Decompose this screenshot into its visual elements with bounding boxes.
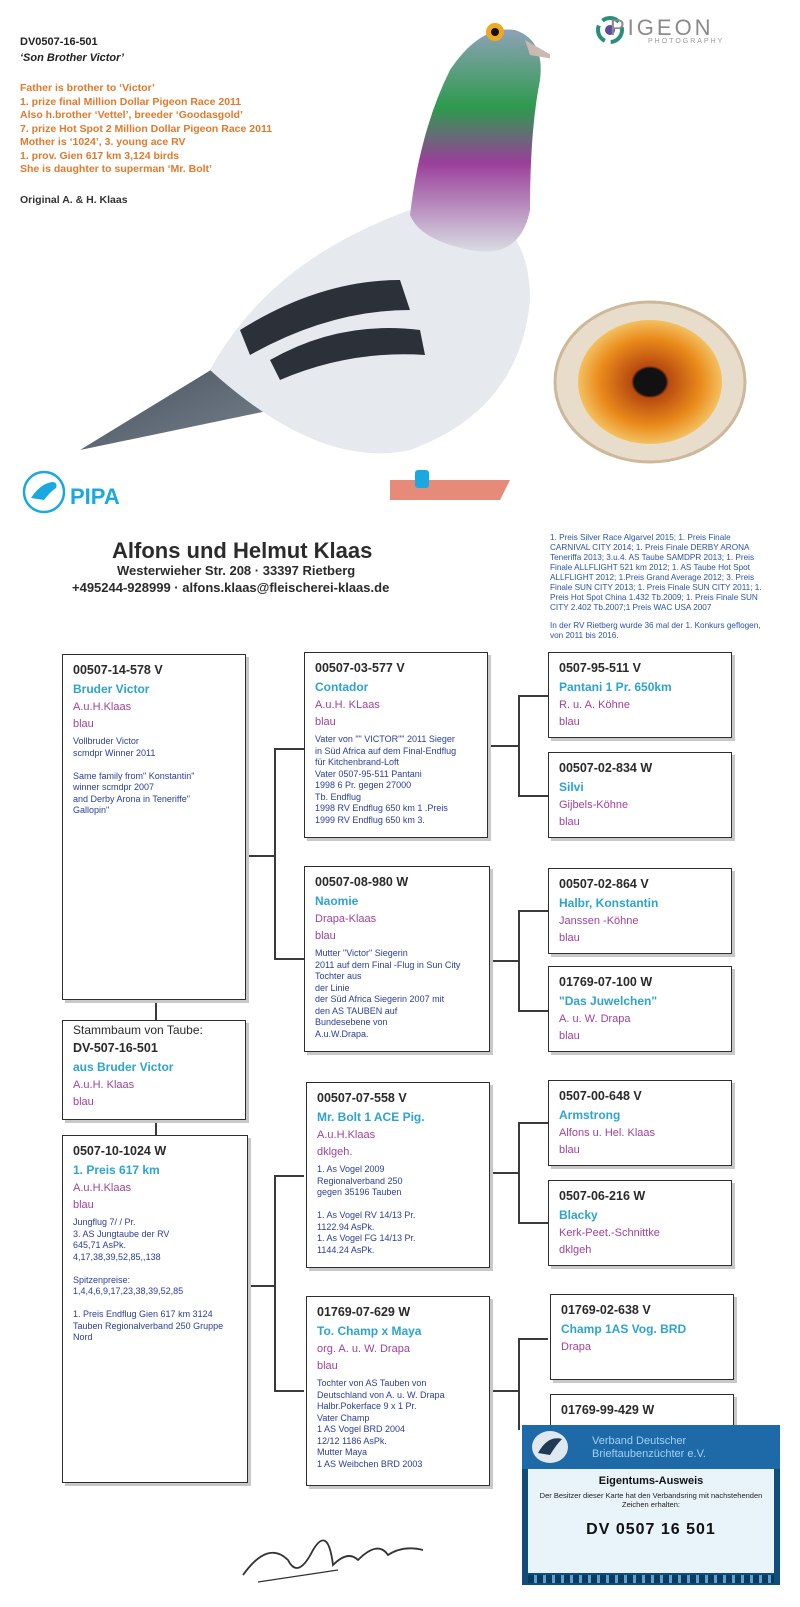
mf-color: dklgeh. [317,1146,353,1158]
subject-color: blau [73,1096,94,1108]
gg-breeder: Alfons u. Hel. Klaas [559,1127,655,1139]
gg-ring: 0507-00-648 V [559,1089,642,1103]
subject-name: aus Bruder Victor [73,1060,174,1074]
card-header [522,1425,780,1469]
ff-name: Contador [315,680,369,694]
gg-color: blau [559,816,580,828]
pigeon-eye-photo [553,300,748,465]
great-grandparent-box [550,1294,734,1380]
gg-ring: 01769-07-100 W [559,975,653,989]
gg-breeder: Drapa [561,1341,591,1353]
mm-breeder: org. A. u. W. Drapa [317,1343,410,1355]
father-name: Bruder Victor [73,682,150,696]
father-box [62,654,246,1000]
gg-ring: 00507-02-834 W [559,761,653,775]
gg-name: Silvi [559,780,584,794]
subject-box [62,1020,246,1120]
great-grandparent-box [548,752,732,838]
card-org-line: Verband Deutscher [592,1435,687,1447]
gg-name: Champ 1AS Vog. BRD [561,1322,687,1336]
card-ring-number: DV 0507 16 501 [586,1521,716,1538]
breeder-address: Westerwieher Str. 208 · 33397 Rietberg [117,563,356,578]
mf-ring: 00507-07-558 V [317,1091,407,1105]
gg-name: Halbr, Konstantin [559,896,659,910]
paternal-grandfather-box [304,652,488,838]
fact-line: Mother is ‘1024’, 3. young ace RV [20,136,186,148]
fm-ring: 00507-08-980 W [315,875,409,889]
gg-ring: 01769-02-638 V [561,1303,651,1317]
father-notes: Vollbruder Victor scmdpr Winner 2011 Same family from" Konstantin" winner scmdpr 2007 and Derby Arona in Teneriffe" Gallopin" [73,736,195,815]
great-grandparent-box [548,966,732,1052]
fact-line: She is daughter to superman ‘Mr. Bolt’ [20,163,212,175]
gg-name: "Das Juwelchen" [559,994,658,1008]
fact-line: Also h.brother ‘Vettel’, breeder ‘Goodasgold’ [20,109,243,121]
pedigree-title: Stammbaum von Taube: [73,1023,203,1037]
subject-ring: DV-507-16-501 [73,1041,158,1055]
gg-name: Pantani 1 Pr. 650km [559,680,672,694]
ff-ring: 00507-03-577 V [315,661,405,675]
achievements-text: 1. Preis Silver Race Algarvel 2015; 1. Preis Finale CARNIVAL CITY 2014; 1. Preis Finale DERBY ARONA Teneriffa 2013; 3.u.4. AS Taube SAMDPR 2013; 1. Preis Finale ALLFLIGHT 521 km 2012; 1. AS Taube Hot Spot ALLFLIGHT 2012; 1.Preis Grand Average 2012; 3. Preis Finale SUN CITY 2013; 1. Preis Finale SUN CITY 2011; 1. Preis Hot Spot China 1.432 Tb.2009; 1. Preis Finale SUN CITY 2.402 Tb.2007;1 Preis WAC USA 2007 [550,533,762,612]
signature [238,1520,428,1590]
fm-notes: Mutter "Victor" Siegerin 2011 auf dem Final -Flug in Sun City Tochter aus der Linie der Süd Africa Siegerin 2007 mit den AS TAUBEN auf Bundesebene von A.u.W.Drapa. [315,948,461,1039]
ff-color: blau [315,716,336,728]
mother-notes: Jungflug 7/ / Pr. 3. AS Jungtaube der RV 645,71 AsPk. 4,17,38,39,52,85,,138 Spitzenpreise: 1,4,4,6,9,17,23,38,39,52,85 1. Preis Endflug Gien 617 km 3124 Tauben Regionalverband 250 Gruppe Nord [73,1217,224,1342]
maternal-grandmother-box [306,1296,490,1486]
card-pattern-strip [528,1575,774,1583]
pigeon-photo [70,10,550,510]
pigeon-nickname: ‘Son Brother Victor’ [20,52,124,64]
gg-color: blau [559,932,580,944]
gg-breeder: Gijbels-Köhne [559,799,629,811]
gg-ring: 01769-99-429 W [561,1403,655,1417]
pipa-logo-icon [22,470,66,514]
mother-ring: 0507-10-1024 W [73,1144,167,1158]
federation-logo-icon [530,1429,570,1465]
mother-color: blau [73,1199,94,1211]
mm-color: blau [317,1360,338,1372]
gg-name: Armstrong [559,1108,621,1122]
ownership-card [522,1425,780,1585]
mm-name: To. Champ x Maya [317,1324,422,1338]
card-title: Eigentums-Ausweis [598,1475,704,1487]
breeder-achievements [550,533,770,649]
great-grandparent-box [548,652,732,738]
pipa-logo-text: PIPA [70,484,120,509]
mother-breeder: A.u.H.Klaas [73,1182,132,1194]
mf-name: Mr. Bolt 1 ACE Pig. [317,1110,425,1124]
gg-color: blau [559,1144,580,1156]
gg-ring: 0507-06-216 W [559,1189,646,1203]
mf-notes: 1. As Vogel 2009 Regionalverband 250 gegen 35196 Tauben 1. As Vogel RV 14/13 Pr. 1122.94 AsPk. 1. As Vogel FG 14/13 Pr. 1144.24 AsPk. [317,1164,416,1255]
fact-line: 1. prize final Million Dollar Pigeon Race 2011 [20,95,242,108]
mother-name: 1. Preis 617 km [73,1163,160,1177]
gg-color: dklgeh [559,1244,592,1256]
gg-breeder: Kerk-Peet.-Schnittke [559,1227,660,1239]
great-grandparent-box [548,1180,732,1266]
paternal-grandmother-box [304,866,490,1052]
father-color: blau [73,718,94,730]
gg-breeder: R. u. A. Köhne [559,699,630,711]
pigeon-logo-subtext: PHOTOGRAPHY [648,38,725,45]
achievements-note: In der RV Rietberg wurde 36 mal der 1. Konkurs geflogen, von 2011 bis 2016. [550,621,761,640]
ff-notes: Vater von "" VICTOR"" 2011 Sieger in Süd Africa auf dem Final-Endflug für Kitchenbrand-Loft Vater 0507-95-511 Pantani 1998 6 Pr. gegen 27000 Tb. Endflug 1998 RV Endflug 650 km 1 .Preis 1999 RV Endflug 650 km 3. [315,734,457,825]
card-description: Der Besitzer dieser Karte hat den Verbandsring mit nachstehenden Zeichen erhalten: [539,1491,763,1509]
fm-name: Naomie [315,894,359,908]
father-ring: 00507-14-578 V [73,663,163,677]
mother-box [62,1135,248,1483]
breeder-contact: +495244-928999 · alfons.klaas@fleischerei-klaas.de [72,580,390,595]
great-grandparent-box [548,1080,732,1166]
subject-breeder: A.u.H. Klaas [73,1079,135,1091]
gg-color: blau [559,716,580,728]
gg-breeder: A. u. W. Drapa [559,1013,631,1025]
great-grandparent-box [548,868,732,954]
card-org [592,1435,706,1461]
gg-ring: 0507-95-511 V [559,661,642,675]
father-breeder: A.u.H.Klaas [73,701,132,713]
mf-breeder: A.u.H.Klaas [317,1129,376,1141]
card-body [528,1469,774,1573]
fm-breeder: Drapa-Klaas [315,913,377,925]
mm-notes: Tochter von AS Tauben von Deutschland von A. u. W. Drapa Halbr.Pokerface 9 x 1 Pr. Vater Champ 1 AS Vogel BRD 2004 12/12 1186 AsPk. Mutter Maya 1 AS Weibchen BRD 2003 [317,1378,445,1469]
gg-breeder: Janssen -Köhne [559,915,639,927]
card-org-line: Brieftaubenzüchter e.V. [592,1448,706,1460]
fact-line: 7. prize Hot Spot 2 Million Dollar Pigeon Race 2011 [20,122,273,135]
gg-ring: 00507-02-864 V [559,877,649,891]
gg-color: blau [559,1030,580,1042]
gg-name: Blacky [559,1208,598,1222]
fact-line: 1. prov. Gien 617 km 3,124 birds [20,149,180,162]
mm-ring: 01769-07-629 W [317,1305,411,1319]
ff-breeder: A.u.H. KLaas [315,699,380,711]
fact-line: Father is brother to ‘Victor’ [20,82,155,94]
ring-number: DV0507-16-501 [20,36,98,48]
original-breeder: Original A. & H. Klaas [20,194,128,206]
breeder-name: Alfons und Helmut Klaas [112,538,373,563]
fm-color: blau [315,930,336,942]
maternal-grandfather-box [306,1082,490,1268]
pigeon-logo-text: PIGEON [610,15,714,40]
